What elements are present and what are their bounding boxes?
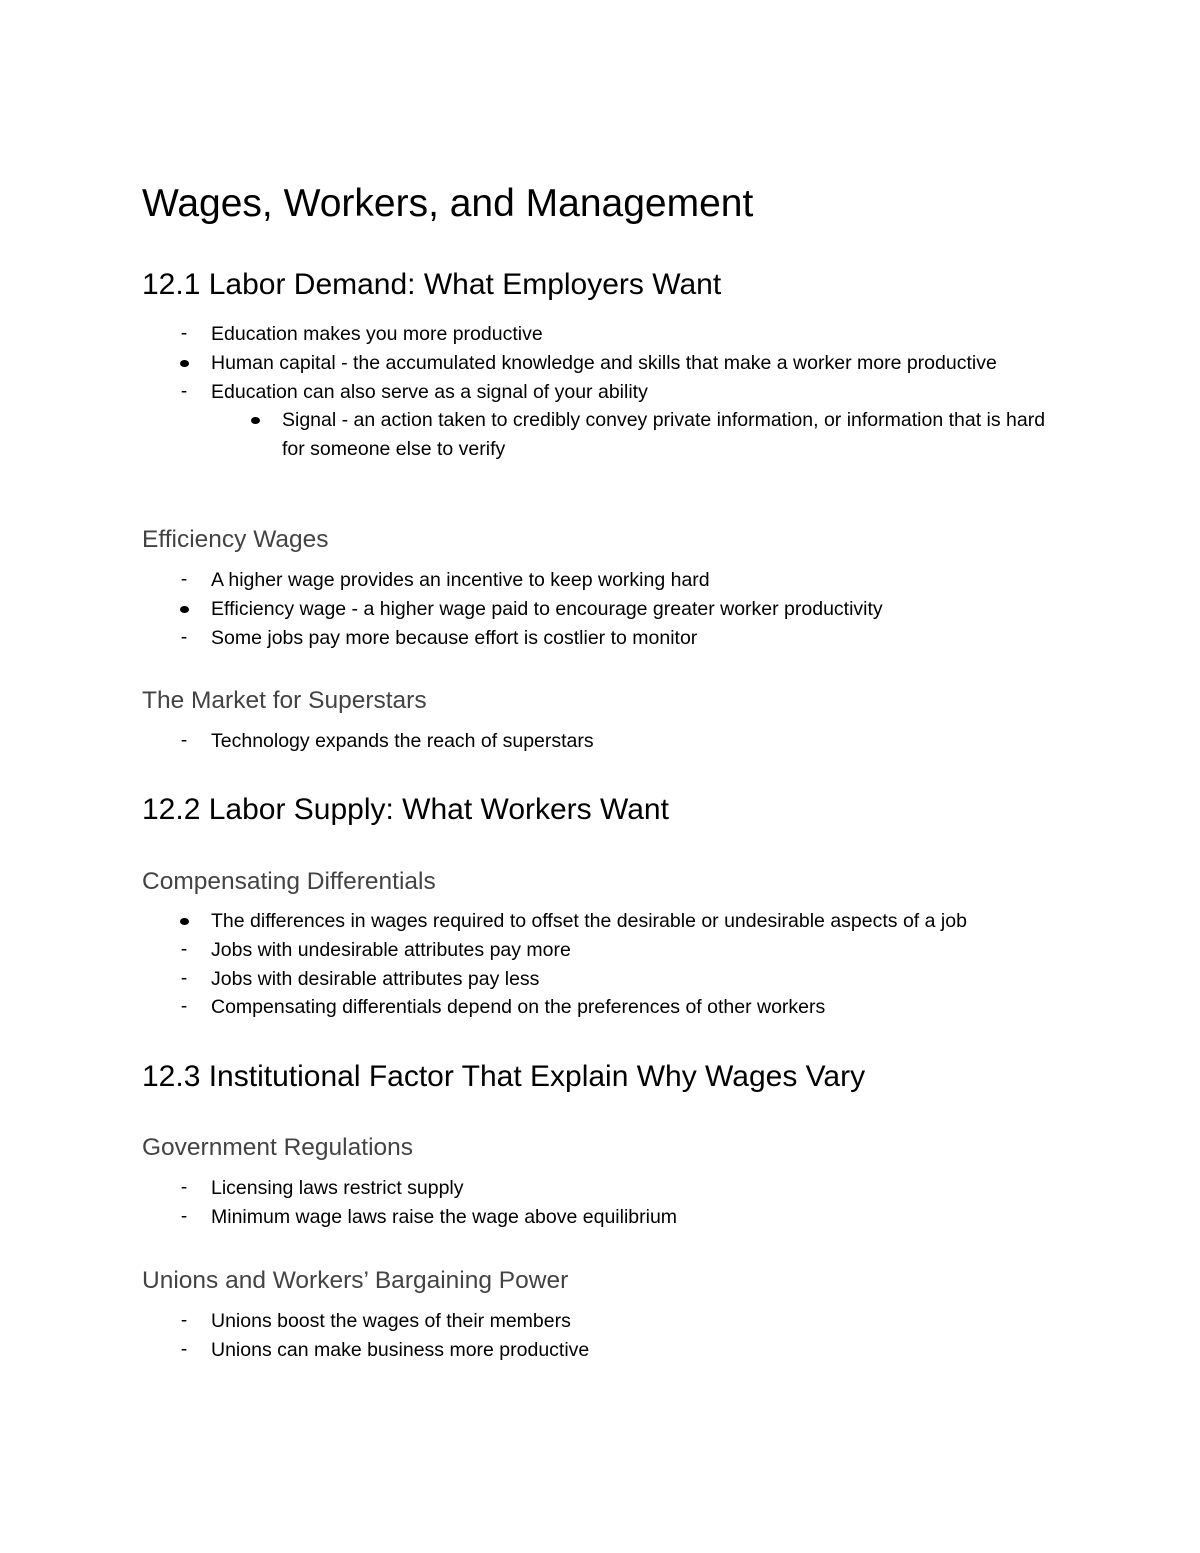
list-item — [142, 727, 1082, 756]
dash-marker: - — [180, 967, 188, 989]
list-item-text: Minimum wage laws raise the wage above equilibrium — [211, 1205, 678, 1228]
dash-marker: - — [180, 730, 188, 751]
bullet-list — [142, 727, 1082, 756]
list-item — [142, 595, 1082, 624]
subsection-heading: Unions and Workers’ Bargaining Power — [142, 1267, 569, 1294]
list-item — [142, 907, 1082, 936]
dash-marker: - — [180, 380, 188, 402]
list-item-text: Unions can make business more productive — [211, 1338, 590, 1361]
dash-marker: - — [180, 1177, 188, 1198]
list-item — [142, 566, 1082, 595]
list-item-text: The differences in wages required to offset the desirable or undesirable aspects of a job — [211, 910, 967, 932]
list-item-text: Jobs with undesirable attributes pay more — [211, 938, 571, 961]
list-item-text: Education makes you more productive — [211, 323, 543, 345]
dash-marker: - — [180, 1338, 188, 1360]
list-item-text: Education can also serve as a signal of your ability — [211, 380, 648, 403]
list-item-text: Human capital - the accumulated knowledge and skills that make a worker more productive — [211, 351, 997, 374]
list-item-text: Unions boost the wages of their members — [211, 1310, 571, 1332]
dash-marker: - — [180, 1310, 188, 1331]
section-heading: 12.2 Labor Supply: What Workers Want — [142, 793, 669, 826]
list-item — [142, 1174, 1082, 1203]
dash-marker: - — [180, 1205, 188, 1227]
bullet-icon — [245, 406, 265, 435]
bullet-icon — [174, 907, 194, 936]
list-item-text: Technology expands the reach of superstars — [211, 730, 594, 752]
list-item — [142, 993, 1082, 1022]
bullet-list — [142, 1307, 1082, 1365]
bullet-list — [142, 566, 1082, 652]
list-item — [142, 1307, 1082, 1336]
list-item-text: A higher wage provides an incentive to keep working hard — [211, 569, 710, 591]
list-item-text: Licensing laws restrict supply — [211, 1177, 464, 1199]
list-item-text: Compensating differentials depend on the preferences of other workers — [211, 996, 826, 1019]
dash-marker: - — [180, 626, 188, 648]
subsection-heading: Efficiency Wages — [142, 526, 329, 553]
dash-marker: - — [180, 569, 188, 590]
subsection-heading: Government Regulations — [142, 1134, 414, 1161]
bullet-icon — [174, 595, 194, 624]
dash-marker: - — [180, 996, 188, 1018]
list-item — [142, 936, 1082, 965]
list-item — [142, 1203, 1082, 1232]
bullet-icon — [174, 349, 194, 378]
bullet-list — [142, 907, 1082, 1022]
list-item-text: Jobs with desirable attributes pay less — [211, 967, 540, 990]
section-heading: 12.1 Labor Demand: What Employers Want — [142, 268, 722, 301]
list-item — [142, 320, 1082, 349]
bullet-list — [142, 320, 1082, 464]
list-item — [142, 1336, 1082, 1365]
section-heading: 12.3 Institutional Factor That Explain Why Wages Vary — [142, 1060, 866, 1093]
list-item — [142, 378, 1082, 407]
list-item-text: Some jobs pay more because effort is costlier to monitor — [211, 626, 698, 649]
list-item-text: Signal - an action taken to credibly convey private information, or information that is hard for someone else to verify — [282, 409, 1046, 461]
subsection-heading: Compensating Differentials — [142, 868, 436, 895]
subsection-heading: The Market for Superstars — [142, 687, 427, 714]
list-item — [142, 624, 1082, 653]
list-item — [142, 406, 1082, 464]
dash-marker: - — [180, 323, 188, 344]
bullet-list — [142, 1174, 1082, 1232]
list-item — [142, 349, 1082, 378]
dash-marker: - — [180, 938, 188, 960]
list-item-text: Efficiency wage - a higher wage paid to encourage greater worker productivity — [211, 597, 883, 620]
list-item — [142, 965, 1082, 994]
document-title: Wages, Workers, and Management — [142, 182, 754, 225]
